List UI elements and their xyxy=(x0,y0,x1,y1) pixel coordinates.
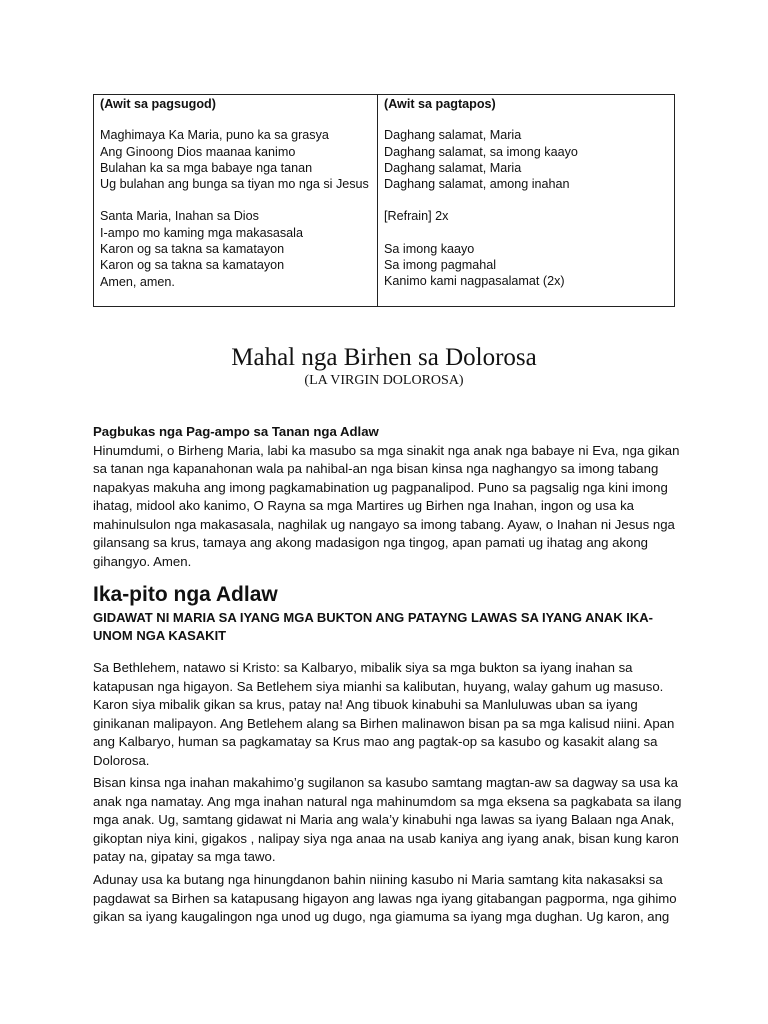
opening-hymn-column xyxy=(94,95,378,306)
hymn-line: Sa imong kaayo xyxy=(384,241,475,256)
paragraph: Adunay usa ka butang nga hinungdanon bahin niining kasubo ni Maria samtang kita nakasaksi sa pagdawat sa Birhen sa katapusang higayon ang lawas nga iyang gitabangan pagporma, nga gihimo gikan sa iyang kaugalingon nga unod ug dugo, nga giamuma sa iyang mga dughan. Ug karon, ang xyxy=(93,872,677,924)
opening-hymn-stanza-1 xyxy=(100,127,371,192)
opening-prayer xyxy=(93,423,683,571)
prayer-body: Hinumdumi, o Birheng Maria, labi ka masubo sa mga sinakit nga anak nga babaye ni Eva, nga gikan sa tanan nga kapanahonan wala pa nahibal-an nga bisan kinsa nga naghangyo sa imong tabang napakyas makuha ang imong pagkamabination ug pagpanalipod. Puno sa pagsalig nga kini imong ihatag, midool ako kanimo, O Rayna sa mga Martires ug Birhen nga Inahan, ingon og usa ka mahinulsulon nga makasasala, naghilak ug nangayo sa imong tabang. Ayaw, o Inahan ni Jesus nga gilansang sa krus, tamaya ang akong madasigon nga tingog, apan pamati ug ihatag ang akong gihangyo. Amen. xyxy=(93,442,680,569)
hymn-line: Daghang salamat, Maria xyxy=(384,128,522,143)
hymn-line: Karon og sa takna sa kamatayon xyxy=(100,242,285,257)
page-title: Mahal nga Birhen sa Dolorosa xyxy=(231,344,537,371)
page-subtitle: (LA VIRGIN DOLOROSA) xyxy=(304,373,464,388)
hymn-line: Karon og sa takna sa kamatayon xyxy=(100,258,285,273)
closing-hymn-stanza-1 xyxy=(384,127,668,192)
hymn-line: [Refrain] 2x xyxy=(384,209,449,224)
hymn-line: Daghang salamat, sa imong kaayo xyxy=(384,144,578,159)
day-subheading: GIDAWAT NI MARIA SA IYANG MGA BUKTON ANG PATAYNG LAWAS SA IYANG ANAK IKA-UNOM NGA KASAKIT xyxy=(93,610,653,643)
paragraph: Bisan kinsa nga inahan makahimo’g sugilanon sa kasubo samtang magtan-aw sa dagway sa usa ka anak nga namatay. Ang mga inahan natural nga mahinumdom sa mga eksena sa pagkabata sa ilang mga anak. Ug, samtang gidawat ni Maria ang wala’y kinabuhi nga lawas sa iyang Balaan nga Anak, gikoptan niya kini, gigakos , nalipay siya nga anaa na usab kaniya ang iyang anak, bisan kung karon patay na, gipatay sa mga tawo. xyxy=(93,775,682,864)
prayer-heading: Pagbukas nga Pag-ampo sa Tanan nga Adlaw xyxy=(93,424,379,439)
opening-hymn-stanza-2 xyxy=(100,208,371,289)
hymn-line: Kanimo kami nagpasalamat (2x) xyxy=(384,274,565,289)
hymn-line: Bulahan ka sa mga babaye nga tanan xyxy=(100,160,313,175)
hymn-line: Ang Ginoong Dios maanaa kanimo xyxy=(100,144,296,159)
hymn-line: I-ampo mo kaming mga makasasala xyxy=(100,225,303,240)
closing-hymn-column xyxy=(378,95,674,306)
hymn-line: Santa Maria, Inahan sa Dios xyxy=(100,209,259,224)
closing-hymn-heading: (Awit sa pagtapos) xyxy=(384,97,496,111)
hymn-line: Daghang salamat, Maria xyxy=(384,160,522,175)
opening-hymn-heading: (Awit sa pagsugod) xyxy=(100,97,216,111)
day-heading: Ika-pito nga Adlaw xyxy=(93,583,278,606)
hymn-line: Daghang salamat, among inahan xyxy=(384,177,570,192)
hymn-line: Ug bulahan ang bunga sa tiyan mo nga si Jesus xyxy=(100,177,369,192)
paragraph: Sa Bethlehem, natawo si Kristo: sa Kalbaryo, mibalik siya sa mga bukton sa iyang inahan sa katapusan nga higayon. Sa Betlehem siya mianhi sa kalibutan, huyang, walay gahum ug masuso. Karon siya mibalik gikan sa krus, patay na! Ang tibuok kinabuhi sa Manluluwas uban sa iyang ginikanan malipayon. Ang Betlehem alang sa Birhen malinawon bisan pa sa mga kalisud niini. Apan ang Kalbaryo, human sa pagkamatay sa Krus mao ang pagtak-op sa kasubo og kasakit alang sa Dolorosa. xyxy=(93,660,675,768)
closing-hymn-stanza-3 xyxy=(384,241,668,290)
hymn-line: Sa imong pagmahal xyxy=(384,258,497,273)
hymn-line: Maghimaya Ka Maria, puno ka sa grasya xyxy=(100,128,329,143)
hymn-line: Amen, amen. xyxy=(100,274,175,289)
closing-hymn-refrain xyxy=(384,208,668,224)
hymn-table xyxy=(93,94,675,307)
